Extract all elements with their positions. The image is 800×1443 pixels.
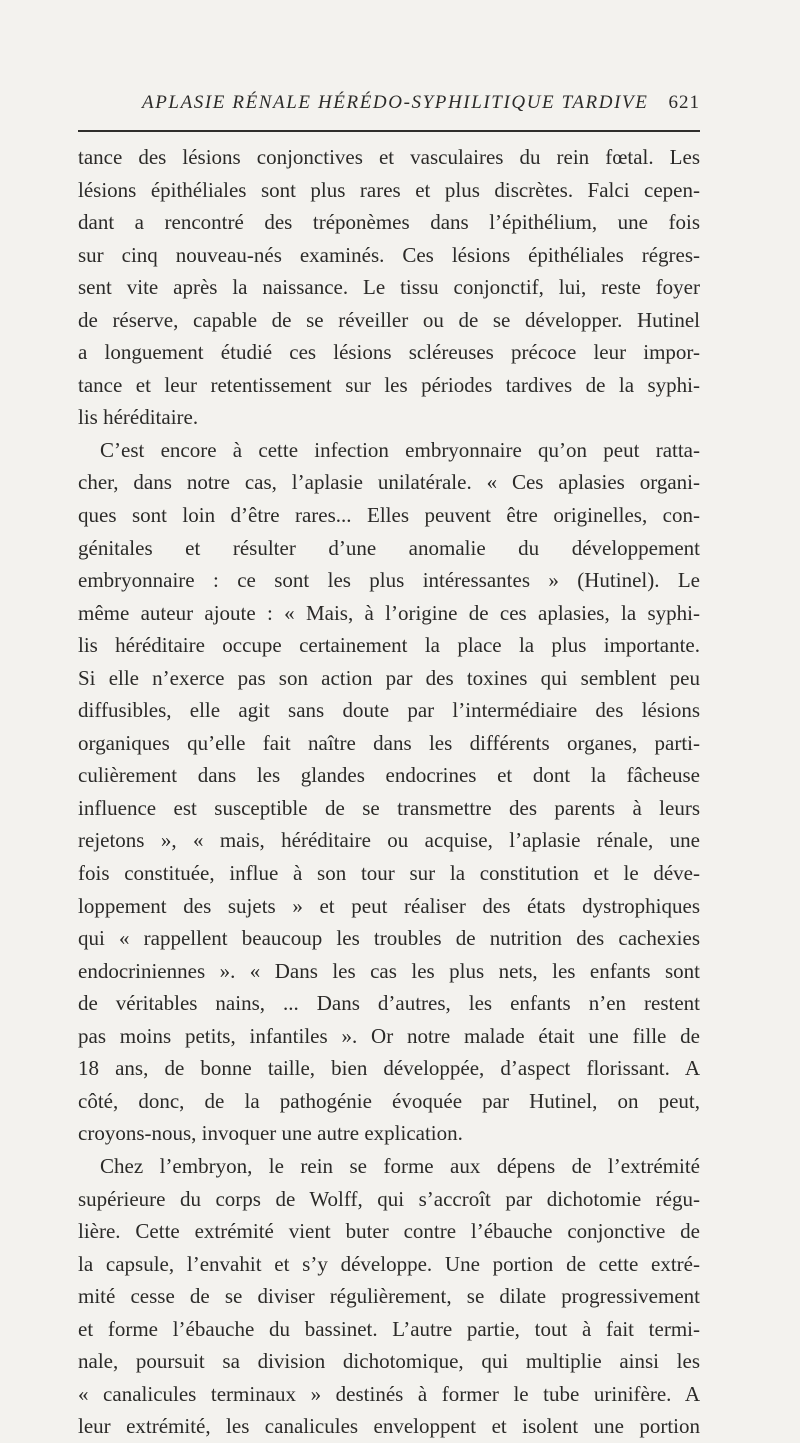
text-line: lis héréditaire occupe certainement la place la plus importante.: [78, 633, 700, 658]
text-line: lière. Cette extrémité vient buter contre l’ébauche conjonctive de: [78, 1219, 700, 1244]
text-line: a longuement étudié ces lésions scléreuses précoce leur impor-: [78, 340, 700, 365]
running-head: [78, 92, 700, 122]
text-line: croyons-nous, invoquer une autre explication.: [78, 1121, 463, 1146]
page-number: 621: [668, 92, 700, 113]
text-line: diffusibles, elle agit sans doute par l’intermédiaire des lésions: [78, 698, 700, 723]
running-title: APLASIE RÉNALE HÉRÉDO-SYPHILITIQUE TARDIVE: [142, 92, 649, 113]
text-line: et forme l’ébauche du bassinet. L’autre partie, tout à fait termi-: [78, 1316, 700, 1341]
text-line: pas moins petits, infantiles ». Or notre malade était une fille de: [78, 1023, 700, 1048]
header-rule: [78, 130, 700, 132]
text-line: sent vite après la naissance. Le tissu conjonctif, lui, reste foyer: [78, 275, 700, 300]
text-line: supérieure du corps de Wolff, qui s’accroît par dichotomie régu-: [78, 1186, 700, 1211]
text-line: même auteur ajoute : « Mais, à l’origine de ces aplasies, la syphi-: [78, 600, 700, 625]
text-line: de réserve, capable de se réveiller ou de se développer. Hutinel: [78, 307, 700, 332]
text-line: C’est encore à cette infection embryonnaire qu’on peut ratta-: [100, 437, 700, 462]
text-line: cher, dans notre cas, l’aplasie unilatérale. « Ces aplasies organi-: [78, 470, 700, 495]
text-line: fois constituée, influe à son tour sur la constitution et le déve-: [78, 861, 700, 886]
text-line: la capsule, l’envahit et s’y développe. Une portion de cette extré-: [78, 1251, 700, 1276]
text-line: « canalicules terminaux » destinés à former le tube urinifère. A: [78, 1381, 700, 1406]
text-line: endocriniennes ». « Dans les cas les plus nets, les enfants sont: [78, 958, 700, 983]
text-line: dant a rencontré des tréponèmes dans l’épithélium, une fois: [78, 210, 700, 235]
text-line: génitales et résulter d’une anomalie du développement: [78, 535, 700, 560]
text-line: mité cesse de se diviser régulièrement, se dilate progressivement: [78, 1284, 700, 1309]
text-line: rejetons », « mais, héréditaire ou acquise, l’aplasie rénale, une: [78, 828, 700, 853]
text-line: loppement des sujets » et peut réaliser des états dystrophiques: [78, 893, 700, 918]
text-line: influence est susceptible de se transmettre des parents à leurs: [78, 795, 700, 820]
text-line: tance des lésions conjonctives et vasculaires du rein fœtal. Les: [78, 145, 700, 169]
body-text: [78, 141, 700, 1443]
text-line: lis héréditaire.: [78, 405, 199, 430]
text-line: Si elle n’exerce pas son action par des toxines qui semblent peu: [78, 665, 700, 690]
text-line: nale, poursuit sa division dichotomique, qui multiplie ainsi les: [78, 1349, 700, 1374]
text-line: leur extrémité, les canalicules enveloppent et isolent une portion: [78, 1414, 700, 1439]
text-line: Chez l’embryon, le rein se forme aux dépens de l’extrémité: [100, 1153, 700, 1178]
text-line: culièrement dans les glandes endocrines et dont la fâcheuse: [78, 763, 700, 788]
text-line: 18 ans, de bonne taille, bien développée, d’aspect florissant. A: [78, 1056, 700, 1081]
text-line: sur cinq nouveau-nés examinés. Ces lésions épithéliales régres-: [78, 242, 700, 267]
text-line: tance et leur retentissement sur les périodes tardives de la syphi-: [78, 372, 700, 397]
text-line: organiques qu’elle fait naître dans les différents organes, parti-: [78, 730, 700, 755]
text-line: de véritables nains, ... Dans d’autres, les enfants n’en restent: [78, 991, 700, 1016]
text-line: côté, donc, de la pathogénie évoquée par Hutinel, on peut,: [78, 1088, 700, 1113]
text-line: lésions épithéliales sont plus rares et plus discrètes. Falci cepen-: [78, 177, 700, 202]
text-line: qui « rappellent beaucoup les troubles de nutrition des cachexies: [78, 926, 700, 951]
text-line: ques sont loin d’être rares... Elles peuvent être originelles, con-: [78, 503, 700, 528]
text-line: embryonnaire : ce sont les plus intéressantes » (Hutinel). Le: [78, 568, 700, 593]
